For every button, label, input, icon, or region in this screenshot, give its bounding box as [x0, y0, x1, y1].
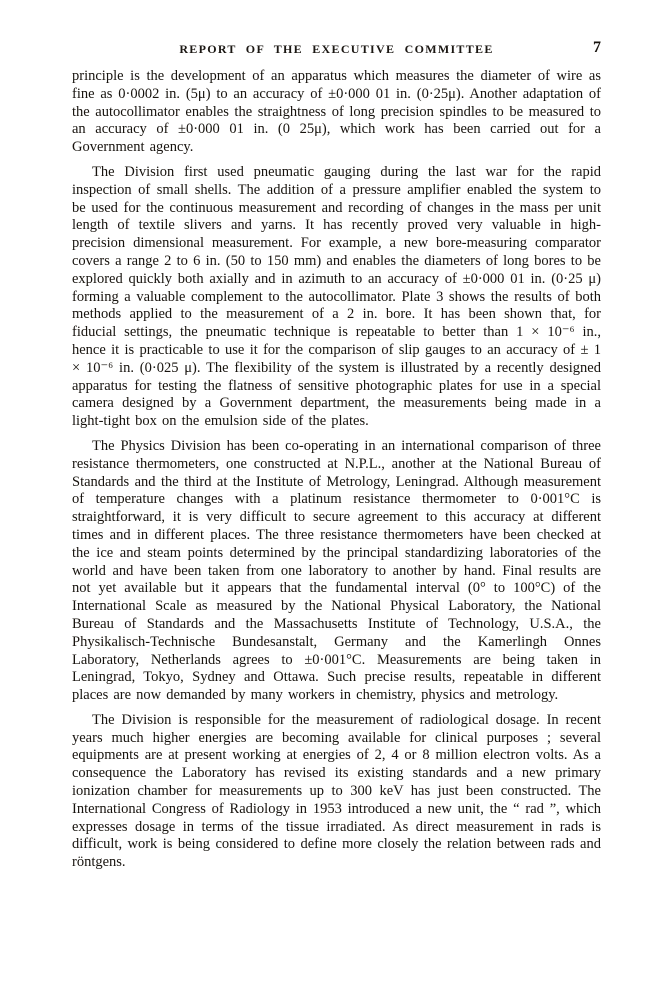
text-block	[72, 39, 601, 879]
body-paragraph-2: The Division first used pneumatic gauging during the last war for the rapid inspection of small shells. The addition of a pressure amplifier enabled the system to be used for the continuous measurement and recording of changes in the mass per unit length of textile slivers and yarns. It has recently proved very valuable in high-precision dimensional measurement. For example, a new bore-measuring comparator covers a range 2 to 6 in. (50 to 150 mm) and enables the diameters of long bores to be explored quickly both axially and in azimuth to an accuracy of ±0·000 01 in. (0·25 μ) forming a valuable complement to the autocollimator. Plate 3 shows the results of both methods applied to the measurement of a 2 in. bore. It has been shown that, for fiducial settings, the pneumatic technique is repeatable to better than 1 × 10⁻⁶ in., hence it is practicable to use it for the comparison of slip gauges to an accuracy of ± 1 × 10⁻⁶ in. (0·025 μ). The flexibility of the system is illustrated by a recently designed apparatus for testing the flatness of sensitive photographic plates for use in a special camera designed by a Government department, the measurements being made in a light-tight box on the emulsion side of the plates.	[72, 163, 601, 430]
body-paragraph-4: The Division is responsible for the measurement of radiological dosage. In recent years much higher energies are becoming available for clinical purposes ; several equipments are at present working at energies of 2, 4 or 8 million electron volts. As a consequence the Laboratory has revised its existing standards and a new primary ionization chamber for measurements up to 300 keV has just been constructed. The International Congress of Radiology in 1953 introduced a new unit, the “ rad ”, which expresses dosage in terms of the tissue irradiated. As direct measurement in rads is difficult, work is being considered to define more closely the relation between rads and röntgens.	[72, 711, 601, 871]
body-paragraph-1: principle is the development of an apparatus which measures the diameter of wire as fine as 0·0002 in. (5μ) to an accuracy of ±0·000 01 in. (0·25μ). Another adaptation of the autocollimator enables the straightness of long precision spindles to be measured to an accuracy of ±0·000 01 in. (0 25μ), which work has been carried out for a Government agency.	[72, 68, 601, 156]
page-header	[72, 39, 601, 59]
body-paragraph-3: The Physics Division has been co-operating in an international comparison of three resistance thermometers, one constructed at N.P.L., another at the National Bureau of Standards and the third at the Institute of Metrology, Leningrad. Although measurement of temperature changes with a platinum resistance thermometer to 0·001°C is straightforward, it is very difficult to secure agreement to this accuracy at different times and in different places. The three resistance thermometers have been checked at the ice and steam points determined by the principal standardizing laboratories of the world and have been taken from one laboratory to another by hand. Final results are not yet available but it appears that the fundamental interval (0° to 100°C) of the International Scale as measured by the National Physical Laboratory, the National Bureau of Standards and the Massachusetts Institute of Technology, U.S.A., the Physikalisch-Technische Bundesanstalt, Germany and the Kamerlingh Onnes Laboratory, Netherlands agrees to ±0·001°C. Measurements are being taken in Leningrad, Tokyo, Sydney and Ottawa. Such precise results, repeatable in different places are now demanded by many workers in chemistry, physics and metrology.	[72, 437, 601, 704]
page-body	[72, 68, 601, 872]
page-number: 7	[593, 39, 601, 56]
running-title: REPORT OF THE EXECUTIVE COMMITTEE	[179, 42, 494, 56]
